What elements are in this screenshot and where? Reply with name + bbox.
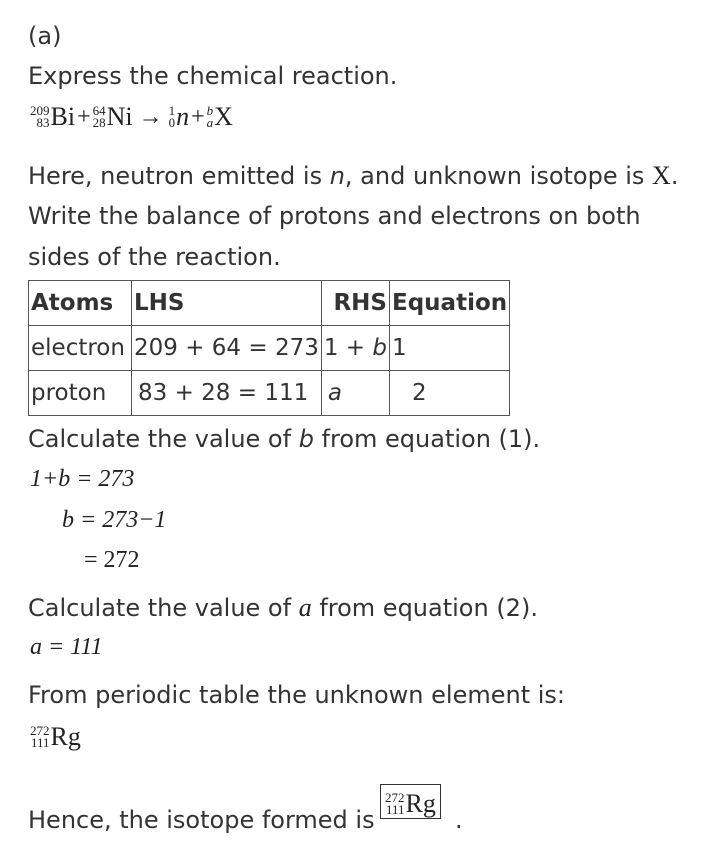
para1-end: . bbox=[670, 162, 679, 190]
plus-sign-2: + bbox=[191, 103, 205, 130]
x-symbol: X bbox=[214, 102, 233, 131]
calc-b-pre: Calculate the value of bbox=[28, 425, 299, 453]
element-notation bbox=[30, 720, 81, 751]
cell-lhs: 209 + 64 = 273 bbox=[132, 326, 322, 371]
cell-rhs bbox=[321, 371, 389, 416]
cell-atoms: electron bbox=[29, 326, 132, 371]
nickel-nuclide bbox=[93, 103, 133, 131]
n-symbol: n bbox=[176, 102, 190, 131]
answer-symbol: Rg bbox=[405, 789, 436, 818]
header-rhs: RHS bbox=[321, 281, 389, 326]
ni-symbol: Ni bbox=[106, 102, 133, 131]
balance-line-1: Write the balance of protons and electrons on both bbox=[28, 202, 641, 230]
reaction-equation bbox=[30, 103, 233, 131]
cell-rhs bbox=[321, 326, 389, 371]
calc-b-post: from equation (1). bbox=[313, 425, 541, 453]
header-lhs: LHS bbox=[132, 281, 322, 326]
element-symbol: Rg bbox=[50, 722, 81, 751]
conclusion-text: Hence, the isotope formed is bbox=[28, 806, 375, 834]
calc-a-var: a bbox=[298, 593, 312, 622]
x-mass-number: b bbox=[206, 103, 214, 118]
bi-atomic-number: 83 bbox=[36, 115, 50, 130]
para1-n: n bbox=[329, 162, 345, 190]
cell-rhs-a: 1 + bbox=[323, 335, 373, 361]
neutron-sentence bbox=[28, 162, 678, 190]
plus-sign: + bbox=[77, 103, 91, 130]
calc-a-pre: Calculate the value of bbox=[28, 594, 299, 622]
conclusion-period: . bbox=[455, 806, 463, 834]
calc-b-heading bbox=[28, 425, 540, 453]
cell-rhs-var: a bbox=[327, 380, 342, 406]
part-label: (a) bbox=[28, 22, 62, 50]
para1-text-a: Here, neutron emitted is bbox=[28, 162, 330, 190]
answer-mass-number: 272 bbox=[385, 790, 405, 805]
boxed-answer bbox=[380, 784, 441, 819]
para1-x: X bbox=[652, 161, 671, 190]
header-atoms: Atoms bbox=[29, 281, 132, 326]
ni-atomic-number: 28 bbox=[92, 115, 106, 130]
calc-a-post: from equation (2). bbox=[311, 594, 538, 622]
element-atomic-number: 111 bbox=[30, 735, 50, 750]
cell-lhs: 83 + 28 = 111 bbox=[132, 371, 322, 416]
calc-b-step-3: = 272 bbox=[84, 547, 140, 573]
n-atomic-number: 0 bbox=[168, 115, 176, 130]
calc-b-var: b bbox=[298, 425, 314, 453]
cell-rhs-var: b bbox=[372, 335, 387, 361]
cell-atoms: proton bbox=[29, 371, 132, 416]
table-row bbox=[29, 371, 510, 416]
calc-a-heading bbox=[28, 594, 538, 622]
balance-table bbox=[28, 280, 510, 416]
calc-a-result: a = 111 bbox=[30, 634, 103, 660]
bi-mass-number: 209 bbox=[30, 103, 50, 118]
n-mass-number: 1 bbox=[168, 103, 176, 118]
ni-mass-number: 64 bbox=[92, 103, 106, 118]
calc-b-step-1: 1+b = 273 bbox=[30, 466, 135, 492]
bismuth-nuclide bbox=[30, 103, 75, 131]
unknown-nuclide bbox=[207, 103, 233, 131]
table-header-row bbox=[29, 281, 510, 326]
table-row bbox=[29, 326, 510, 371]
cell-equation: 1 bbox=[390, 326, 510, 371]
balance-line-2: sides of the reaction. bbox=[28, 243, 281, 271]
calc-b-step-2: b = 273−1 bbox=[62, 507, 167, 533]
periodic-text: From periodic table the unknown element is: bbox=[28, 681, 565, 709]
intro-text: Express the chemical reaction. bbox=[28, 62, 398, 90]
para1-text-b: , and unknown isotope is bbox=[344, 162, 653, 190]
neutron-nuclide bbox=[169, 103, 190, 131]
x-atomic-number: a bbox=[206, 115, 214, 130]
header-equation: Equation bbox=[390, 281, 510, 326]
reaction-arrow: → bbox=[138, 103, 163, 130]
answer-atomic-number: 111 bbox=[385, 802, 405, 817]
cell-equation: 2 bbox=[390, 371, 510, 416]
bi-symbol: Bi bbox=[50, 102, 76, 131]
element-mass-number: 272 bbox=[30, 723, 50, 738]
